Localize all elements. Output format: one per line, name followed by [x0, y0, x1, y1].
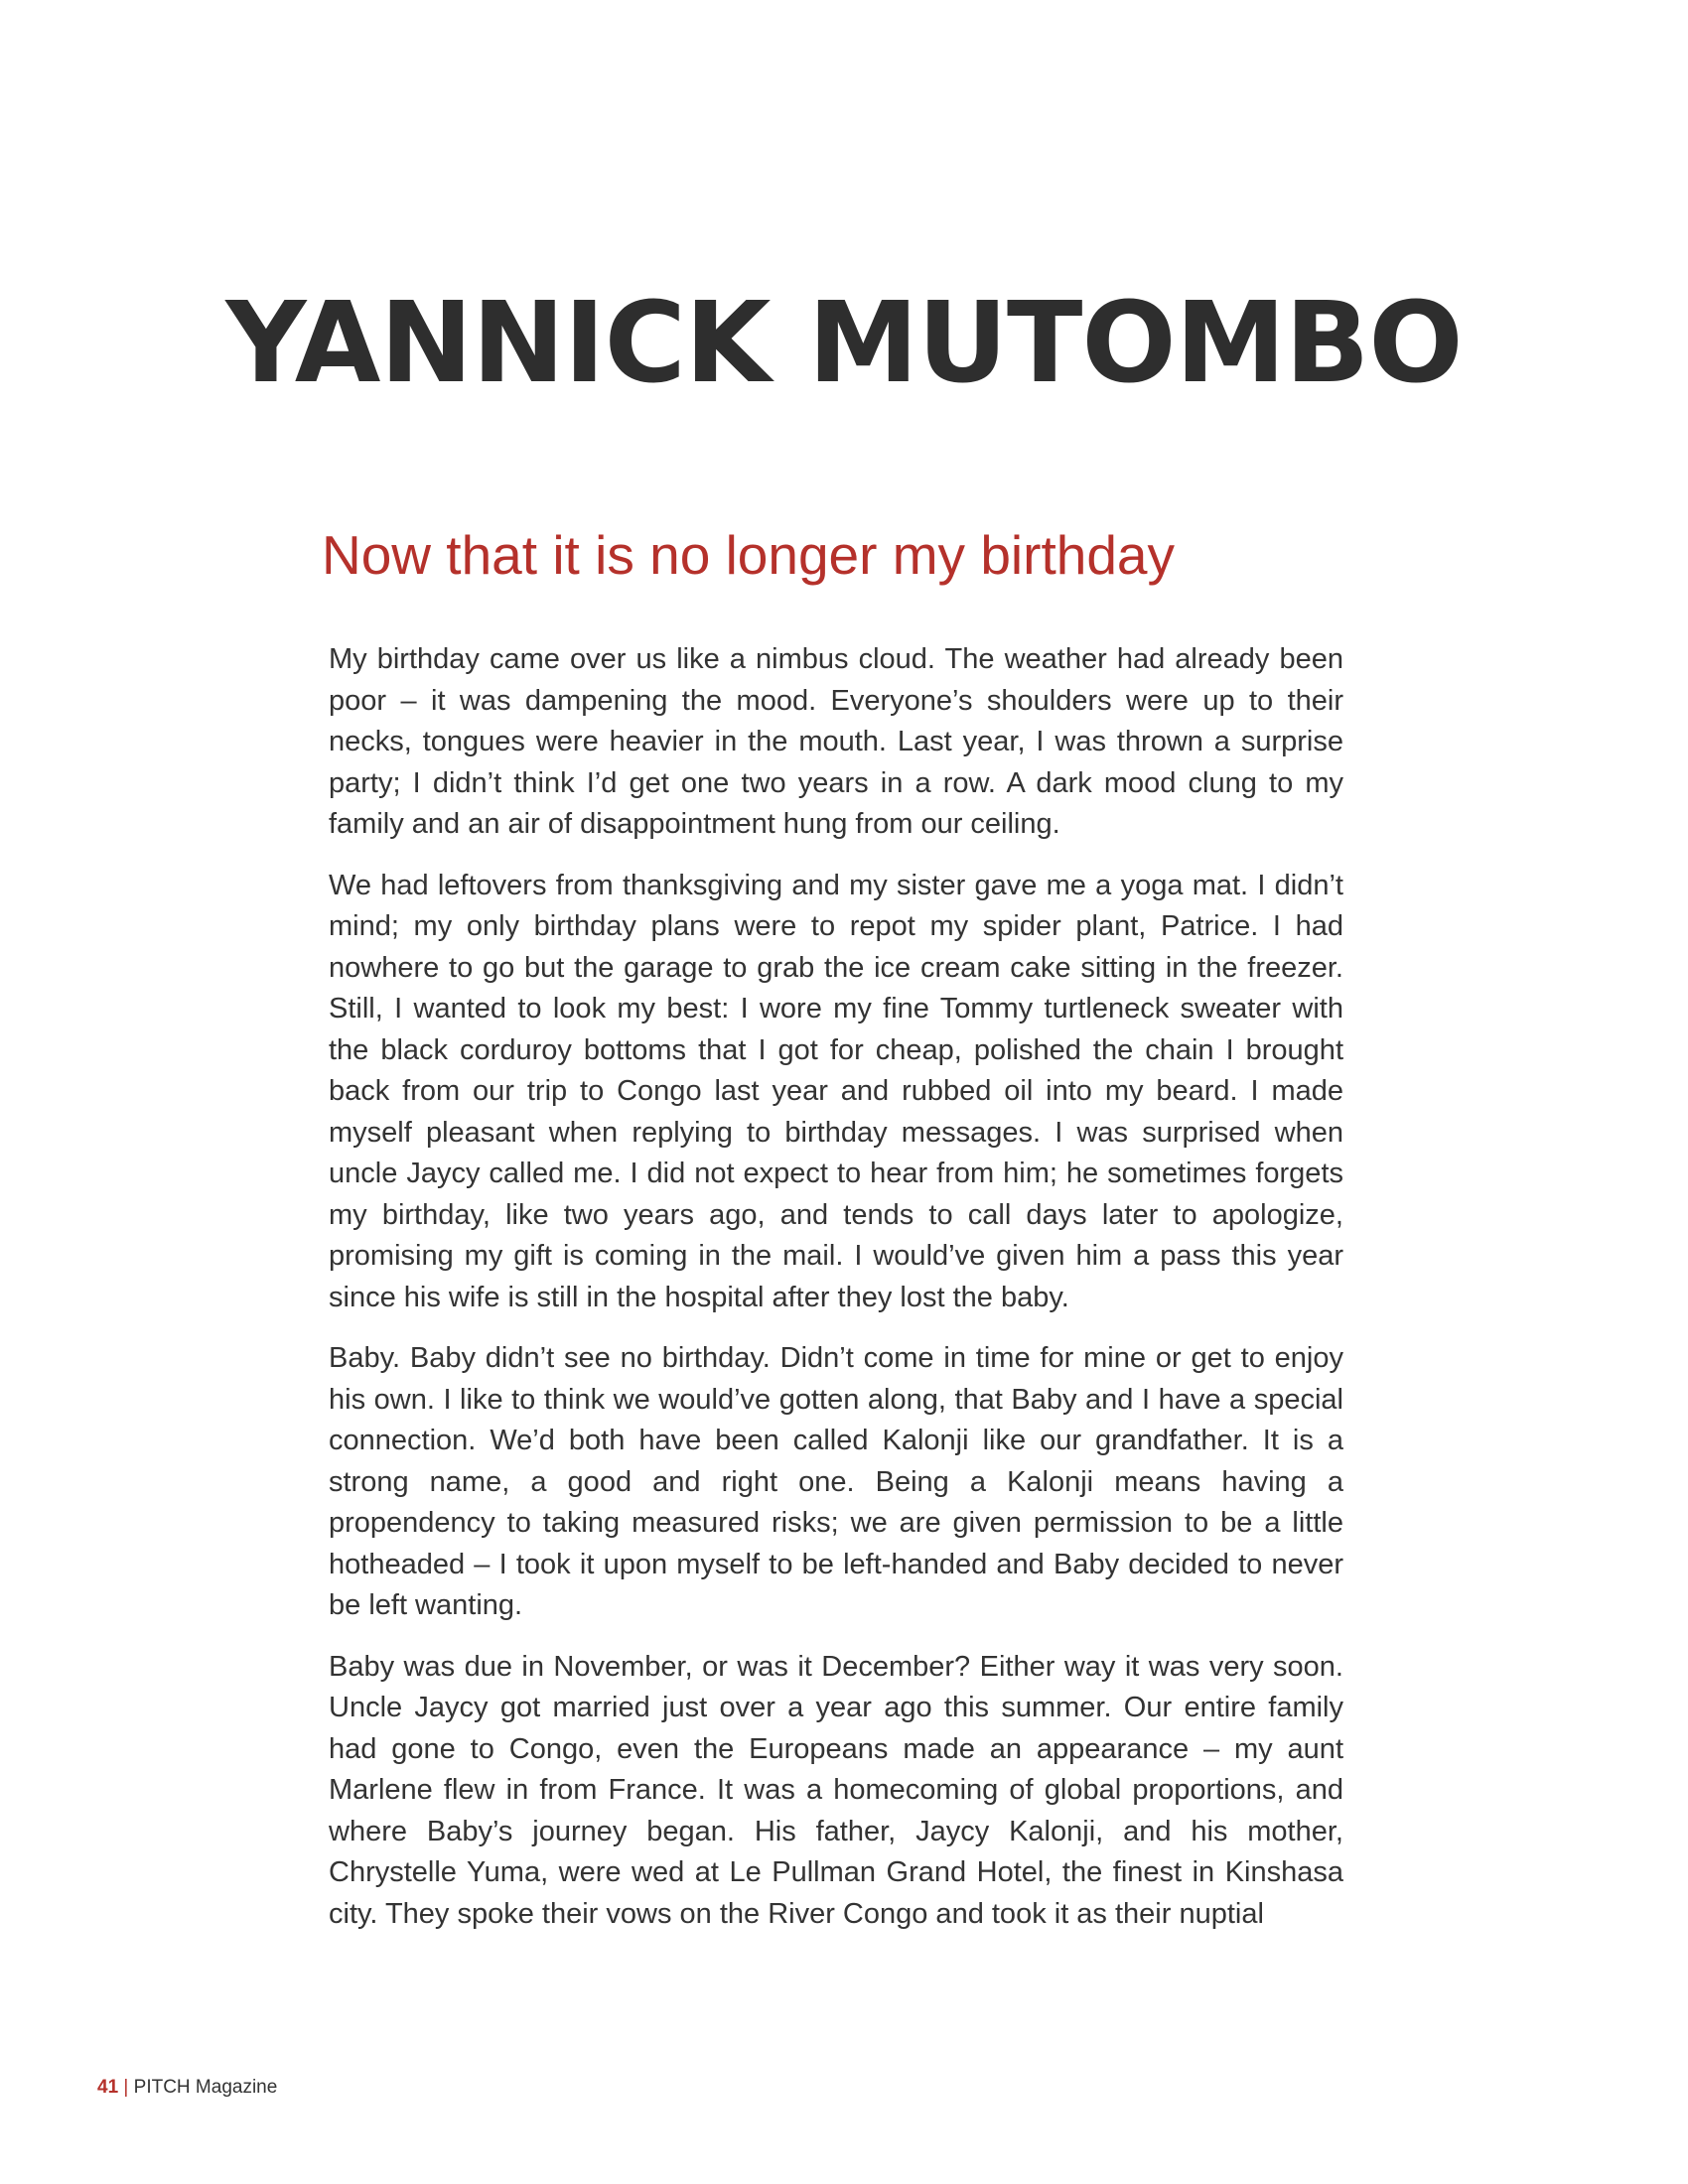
body-paragraph: My birthday came over us like a nimbus cloud. The weather had already been poor – it was dampening the mood. Everyone’s shoulders were up to their necks, tongues were heavier in the mouth. Last year, I was thrown a surprise party; I didn’t think I’d get one two years in a row. A dark mood clung to my family and an air of disappointment hung from our ceiling. — [329, 643, 1343, 840]
body-paragraph: Baby was due in November, or was it December? Either way it was very soon. Uncle Jaycy got married just over a year ago this summer. Our entire family had gone to Congo, even the Europeans made an appearance – my aunt Marlene flew in from France. It was a homecoming of global proportions, and where Baby’s journey began. His father, Jaycy Kalonji, and his mother, Chrystelle Yuma, were wed at Le Pullman Grand Hotel, the finest in Kinshasa city. They spoke their vows on the River Congo and took it as their nuptial — [329, 1650, 1343, 1930]
article-title: Now that it is no longer my birthday — [322, 524, 1175, 586]
page-number: 41 — [97, 2077, 119, 2098]
body-paragraph: We had leftovers from thanksgiving and my sister gave me a yoga mat. I didn’t mind; my only birthday plans were to repot my spider plant, Patrice. I had nowhere to go but the garage to grab the ice cream cake sitting in the freezer. Still, I wanted to look my best: I wore my fine Tommy turtleneck sweater with the black corduroy bottoms that I got for cheap, polished the chain I brought back from our trip to Congo last year and rubbed oil into my beard. I made myself pleasant when replying to birthday messages. I was surprised when uncle Jaycy called me. I did not expect to hear from him; he sometimes forgets my birthday, like two years ago, and tends to call days later to apologize, promising my gift is coming in the mail. I would’ve given him a pass this year since his wife is still in the hospital after they lost the baby. — [329, 869, 1343, 1313]
page-footer — [97, 2076, 277, 2100]
publication-name: PITCH Magazine — [133, 2077, 278, 2098]
article-body — [329, 639, 1343, 1955]
author-name: YANNICK MUTOMBO — [225, 279, 1463, 408]
body-paragraph: Baby. Baby didn’t see no birthday. Didn’t come in time for mine or get to enjoy his own. I like to think we would’ve gotten along, that Baby and I have a special connection. We’d both have been called Kalonji like our grandfather. It is a strong name, a good and right one. Being a Kalonji means having a propendency to taking measured risks; we are given permission to be a little hotheaded – I took it upon myself to be left-handed and Baby decided to never be left wanting. — [329, 1342, 1343, 1621]
footer-separator: | — [123, 2077, 129, 2098]
